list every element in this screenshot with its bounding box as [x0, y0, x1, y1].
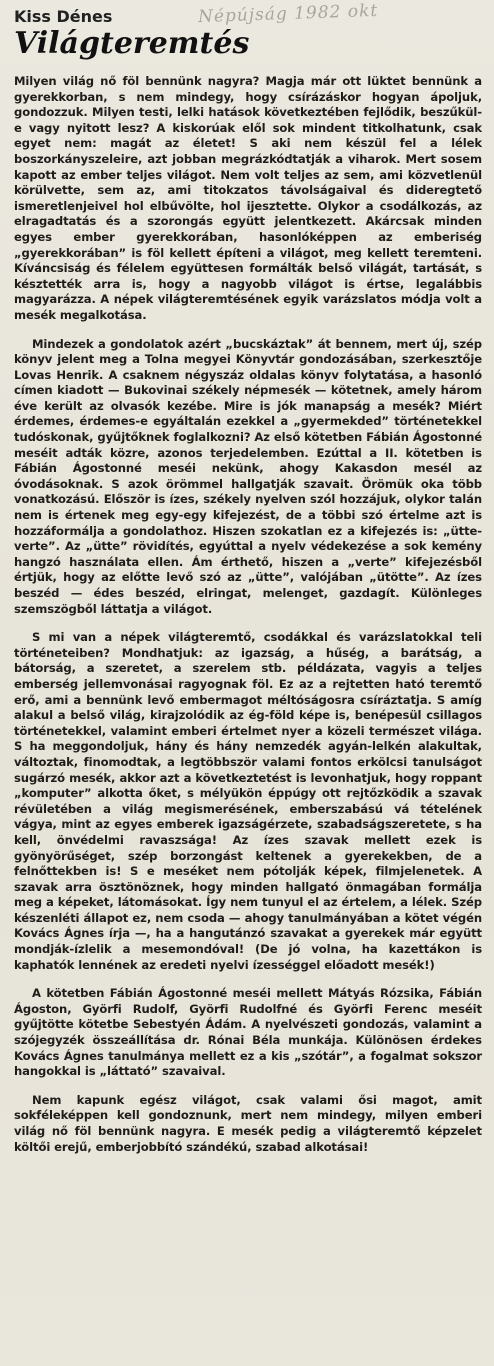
- article-paragraph: Nem kapunk egész világot, csak valami ősi magot, amit sokféleképpen kell gondoznunk, mert nem mindegy, milyen emberi világ nő föl bennünk nagyra. E mesék pedig a világteremtő képzelet költői erejű, emberjobbító szándékú, szabad alkotásai!: [14, 1092, 482, 1154]
- article-paragraph: Mindezek a gondolatok azért „bucskáztak” át bennem, mert új, szép könyv jelent meg a Tolna megyei Könyvtár gondozásában, szerkesztője Lovas Henrik. A csaknem négyszáz oldalas könyv folytatása, a hasonló címen kiadott — Bukovinai székely népmesék — kötetnek, amely három éve került az olvasók kezébe. Mire is jók manapság a mesék? Miért érdemes, érdemes-e egyáltalán ezekkel a „gyermekded” történetekkel tudóskonak, gyűjtőknek foglalkozni? Az első kötetben Fábián Ágostonné meséit adták közre, azonos terjedelemben. Ezúttal a II. kötetben is Fábián Ágostonné meséi nekünk, ahogy Kakasdon mesél az óvodásoknak. S azok örömmel hallgatják szavait. Örömük oka több vonatkozású. Először is ízes, székely nyelven szól hozzájuk, olykor talán nem is értenek meg egy-egy kifejezést, de a többi szó értelme azt is hozzáformálja a gondolathoz. Hiszen szokatlan ez a kifejezés is: „ütte-verte”. Az „ütte” rövidítés, egyúttal a nyelv védekezése a sok kemény hangzó használata ellen. Ám érthető, hiszen a „verte” kifejezésből értjük, hogy az előtte levő szó az „ütte”, valójában „ütötte”. Az ízes beszéd — édes beszéd, elringat, melenget, gazdagít. Különleges szemszögből láttatja a világot.: [14, 336, 482, 616]
- article-paragraph: Milyen világ nő föl bennünk nagyra? Magja már ott lüktet bennünk a gyerekkorban, s nem mindegy, hogy csírázáskor hogyan ápoljuk, gondozzuk. Milyen testi, lelki hatások következtében fejlődik, beszűkül-e vagy nyitott lesz? A kiskorúak elől sok mindent titkolhatunk, csak egyet nem: magát az életet! S aki nem készül fel a lélek boszorkányszeleire, azt jobban megrázkódtatják a viharok. Mert sosem kapott az ember teljes világot. Nem volt teljes az sem, ami közvetlenül körülvette, sem az, ami titokzatos távolságaival és dideregtető ismeretlenjeivel hol elbűvölte, hol ijesztette. Olykor a csodálkozás, az elragadtatás és a szorongás együtt jelentkezett. Akárcsak minden egyes ember gyerekkorában, hasonlóképpen az emberiség „gyerekkorában” is föl kellett építeni a világot, meg kellett teremteni. Kíváncsiság és félelem együttesen formálták belső világát, tartását, s késztették arra is, hogy a nagyobb világot is értse, legalábbis magyarázza. A népek világteremtésének egyik varázslatos módja volt a mesék megalkotása.: [14, 74, 482, 322]
- article-paragraph: A kötetben Fábián Ágostonné meséi mellett Mátyás Rózsika, Fábián Ágoston, Györfi Rudolf, Györfi Rudolfné és Györfi Ferenc meséit gyűjtötte kötetbe Sebestyén Ádám. A nyelvészeti gondozás, valamint a szójegyzék összeállítása dr. Rónai Béla munkája. Különösen érdekes Kovács Ágnes tanulmánya mellett ez a kis „szótár”, a fogalmat sokszor hangokkal is „láttató” szavaival.: [14, 986, 482, 1079]
- handwritten-date-stamp: Népújság 1982 okt: [197, 0, 379, 28]
- article-paragraph: S mi van a népek világteremtő, csodákkal és varázslatokkal teli történeteiben? Mondhatjuk: az igazság, a hűség, a barátság, a bátorság, a szeretet, a szerelem stb. példázata, vagyis a teljes emberség jellemvonásai ragyognak föl. Ez az a rejtetten ható teremtő erő, ami a bennünk levő embermagot méltóságosra csíráztatja. S amíg alakul a belső világ, kirajzolódik az ég-föld képe is, benépesül csillagos történetekkel, valamint emberi értelmet nyer a közeli természet világa. S ha meggondoljuk, hány és hány nemzedék agyán-lelkén alakultak, változtak, finomodtak, a legtöbbször valami fontos erkölcsi tanulságot sugárzó mesék, akkor azt a következtetést is levonhatjuk, hogy roppant „komputer” alkotta őket, s mélyükön éppúgy ott rejtőzködik a szavak révületében a világ megismerésének, emberszabású vá tételének vágya, mint az egyes emberek igazságérzete, szabadságszeretete, s ha kell, önvédelmi ravaszsága! Az ízes szavak mellett ezek is gyönyörűséget, szép borzongást keltenek a gyerekekben, de a felnőttekben is! S e meséket nem pótolják képek, filmjelenetek. A szavak arra ösztönöznek, hogy minden hallgató önmagában formálja meg a képeket, látomásokat. Így nem tunyul el az értelem, a lélek. Szép készenléti állapot ez, nem csoda — ahogy tanulmányában a kötet végén Kovács Ágnes írja —, ha a hangutánzó szavakat a gyerekek már együtt mondják-ízlelik a mesemondóval! (De jó volna, ha kazettákon is kaphatók lennének az eredeti nyelvi ízességgel előadott mesék!): [14, 630, 482, 972]
- article-author: Kiss Dénes: [14, 7, 113, 26]
- article-title: Világteremtés: [14, 26, 250, 61]
